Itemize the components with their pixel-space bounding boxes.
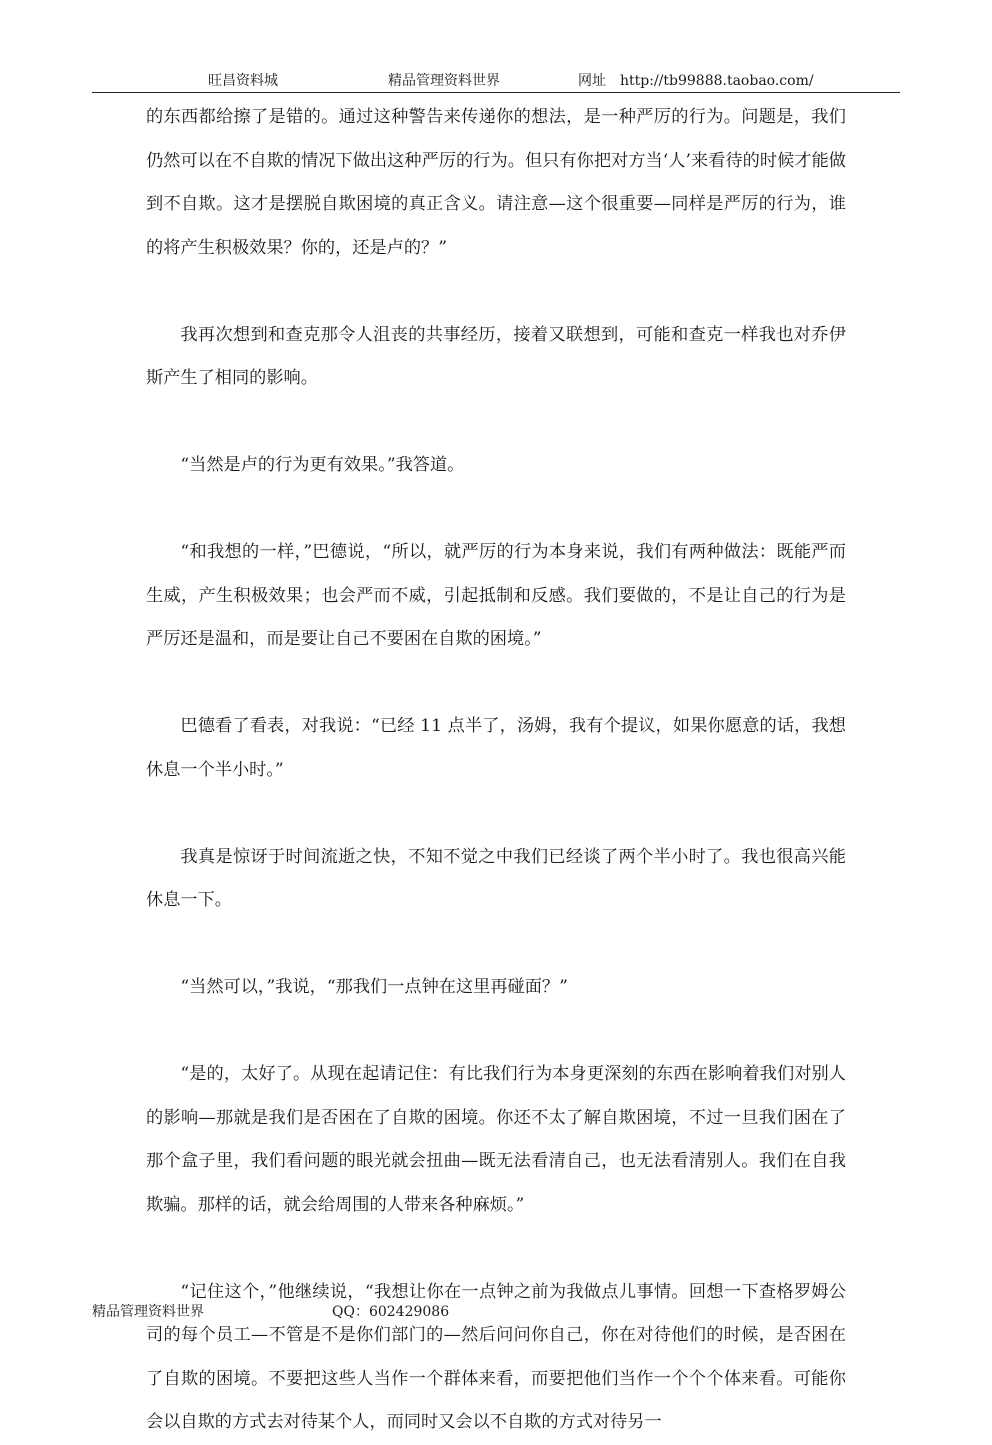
paragraph-6: 我真是惊讶于时间流逝之快，不知不觉之中我们已经谈了两个半小时了。我也很高兴能休息一下。 bbox=[146, 846, 846, 910]
header-divider bbox=[92, 92, 900, 93]
document-body bbox=[146, 96, 846, 1445]
paragraph-8: “是的，太好了。从现在起请记住：有比我们行为本身更深刻的东西在影响着我们对别人的影响—那就是我们是否困在了自欺的困境。你还不太了解自欺困境，不过一旦我们困在了那个盒子里，我们看问题的眼光就会扭曲—既无法看清自己，也无法看清别人。我们在自我欺骗。那样的话，就会给周围的人带来各种麻烦。” bbox=[146, 1064, 846, 1215]
header-website: 网址 http://tb99888.taobao.com/ bbox=[578, 73, 814, 89]
paragraph-5: 巴德看了看表，对我说：“已经 11 点半了，汤姆，我有个提议，如果你愿意的话，我想休息一个半小时。” bbox=[146, 716, 846, 780]
paragraph-2: 我再次想到和查克那令人沮丧的共事经历，接着又联想到，可能和查克一样我也对乔伊斯产生了相同的影响。 bbox=[146, 324, 846, 388]
header-site-name: 精品管理资料世界 bbox=[388, 73, 500, 89]
paragraph-3: “当然是卢的行为更有效果。”我答道。 bbox=[180, 455, 465, 475]
page-footer bbox=[0, 1301, 992, 1323]
paragraph-1: 的东西都给擦了是错的。通过这种警告来传递你的想法，是一种严厉的行为。问题是，我们仍然可以在不自欺的情况下做出这种严厉的行为。但只有你把对方当‘人’来看待的时候才能做到不自欺。这才是摆脱自欺困境的真正含义。请注意—这个很重要—同样是严厉的行为，谁的将产生积极效果？你的，还是卢的？” bbox=[146, 107, 846, 258]
paragraph-7: “当然可以，”我说，“那我们一点钟在这里再碰面？” bbox=[180, 977, 568, 997]
page-header bbox=[0, 70, 992, 92]
paragraph-4: “和我想的一样，”巴德说，“所以，就严厉的行为本身来说，我们有两种做法：既能严而生威，产生积极效果；也会严而不威，引起抵制和反感。我们要做的，不是让自己的行为是严厉还是温和，而是要让自己不要困在自欺的困境。” bbox=[146, 542, 846, 649]
footer-qq: QQ：602429086 bbox=[332, 1304, 450, 1320]
header-store-name: 旺昌资料城 bbox=[208, 73, 278, 89]
paragraph-9: “记住这个，”他继续说，“我想让你在一点钟之前为我做点儿事情。回想一下查格罗姆公司的每个员工—不管是不是你们部门的—然后问问你自己，你在对待他们的时候，是否困在了自欺的困境。不要把这些人当作一个群体来看，而要把他们当作一个个个体来看。可能你会以自欺的方式去对待某个人，而同时又会以不自欺的方式对待另一 bbox=[146, 1281, 846, 1432]
footer-site-name: 精品管理资料世界 bbox=[92, 1304, 204, 1320]
